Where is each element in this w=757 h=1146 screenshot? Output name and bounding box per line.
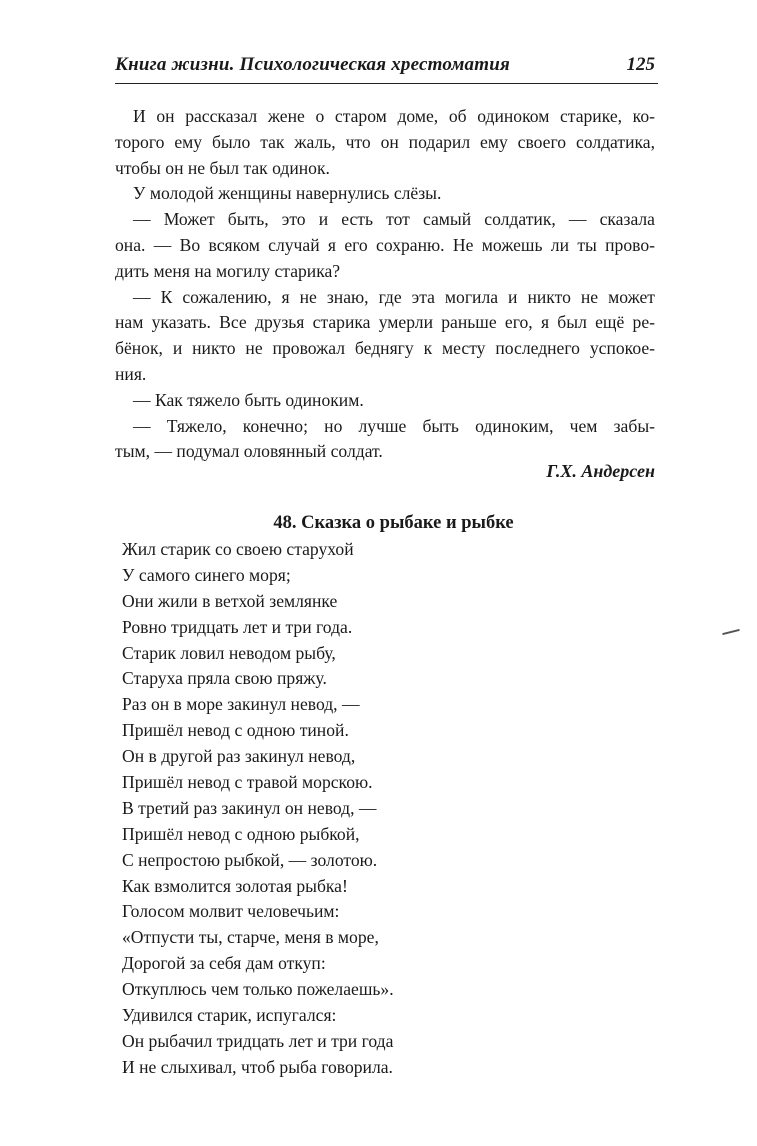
section-heading: 48. Сказка о рыбаке и рыбке xyxy=(273,513,514,533)
poem-verse: Откуплюсь чем только пожелаешь». xyxy=(122,979,394,1000)
prose-line: дить меня на могилу старика? xyxy=(115,260,341,281)
poem-verse: С непростою рыбкой, — золотою. xyxy=(122,849,378,870)
prose-line: нам указать. Все друзья старика умерли раньше его, я был ещё ре- xyxy=(115,312,655,333)
poem-verse: Голосом молвит человечьим: xyxy=(122,901,340,922)
prose-line: — Может быть, это и есть тот самый солдатик, — сказала xyxy=(133,209,655,230)
poem-verse: Как взмолится золотая рыбка! xyxy=(122,875,348,896)
poem-verse: Раз он в море закинул невод, — xyxy=(122,694,360,715)
poem-verse: Они жили в ветхой землянке xyxy=(122,590,338,611)
poem-verse: В третий раз закинул он невод, — xyxy=(122,797,377,818)
prose-line: — Как тяжело быть одиноким. xyxy=(133,389,364,410)
poem-verse: Пришёл невод с одною рыбкой, xyxy=(122,823,360,844)
prose-line: — Тяжело, конечно; но лучше быть одиноким, чем забы- xyxy=(133,415,655,436)
poem-verse: «Отпусти ты, старче, меня в море, xyxy=(122,927,379,948)
prose-line: ния. xyxy=(115,363,147,384)
poem-verse: У самого синего моря; xyxy=(122,564,291,585)
scan-speck xyxy=(722,629,740,635)
poem-verse: Старик ловил неводом рыбу, xyxy=(122,642,336,663)
poem-verse: Пришёл невод с травой морскою. xyxy=(122,772,373,793)
prose-line: — К сожалению, я не знаю, где эта могила и никто не может xyxy=(133,286,655,307)
prose-line: чтобы он не был так одинок. xyxy=(115,157,330,178)
poem-verse: Жил старик со своею старухой xyxy=(122,539,354,559)
poem-verse: Дорогой за себя дам откуп: xyxy=(122,953,326,974)
poem-verse: Старуха пряла свою пряжу. xyxy=(122,668,327,689)
author-signature: Г.Х. Андерсен xyxy=(546,461,655,481)
header-rule xyxy=(115,83,658,84)
prose-line: она. — Во всяком случай я его сохраню. Не можешь ли ты прово- xyxy=(115,234,655,255)
poem-verse: Пришёл невод с одною тиной. xyxy=(122,720,349,741)
page-number: 125 xyxy=(626,54,655,75)
prose-line: У молодой женщины навернулись слёзы. xyxy=(133,183,442,204)
prose-line: И он рассказал жене о старом доме, об одиноком старике, ко- xyxy=(133,106,655,126)
poem-verse: Он в другой раз закинул невод, xyxy=(122,746,356,767)
prose-line: тым, — подумал оловянный солдат. xyxy=(115,441,383,462)
poem-verse: И не слыхивал, чтоб рыба говорила. xyxy=(122,1056,393,1077)
poem-verse: Ровно тридцать лет и три года. xyxy=(122,616,353,637)
prose-line: бёнок, и никто не провожал беднягу к месту последнего успокое- xyxy=(115,338,655,359)
prose-line: торого ему было так жаль, что он подарил ему своего солдатика, xyxy=(115,131,655,152)
poem-verse: Он рыбачил тридцать лет и три года xyxy=(122,1030,394,1051)
story-text xyxy=(115,104,655,465)
poem-text xyxy=(122,537,394,1081)
running-title: Книга жизни. Психологическая хрестоматия xyxy=(115,54,510,75)
running-head xyxy=(115,54,655,80)
poem-verse: Удивился старик, испугался: xyxy=(122,1005,337,1026)
